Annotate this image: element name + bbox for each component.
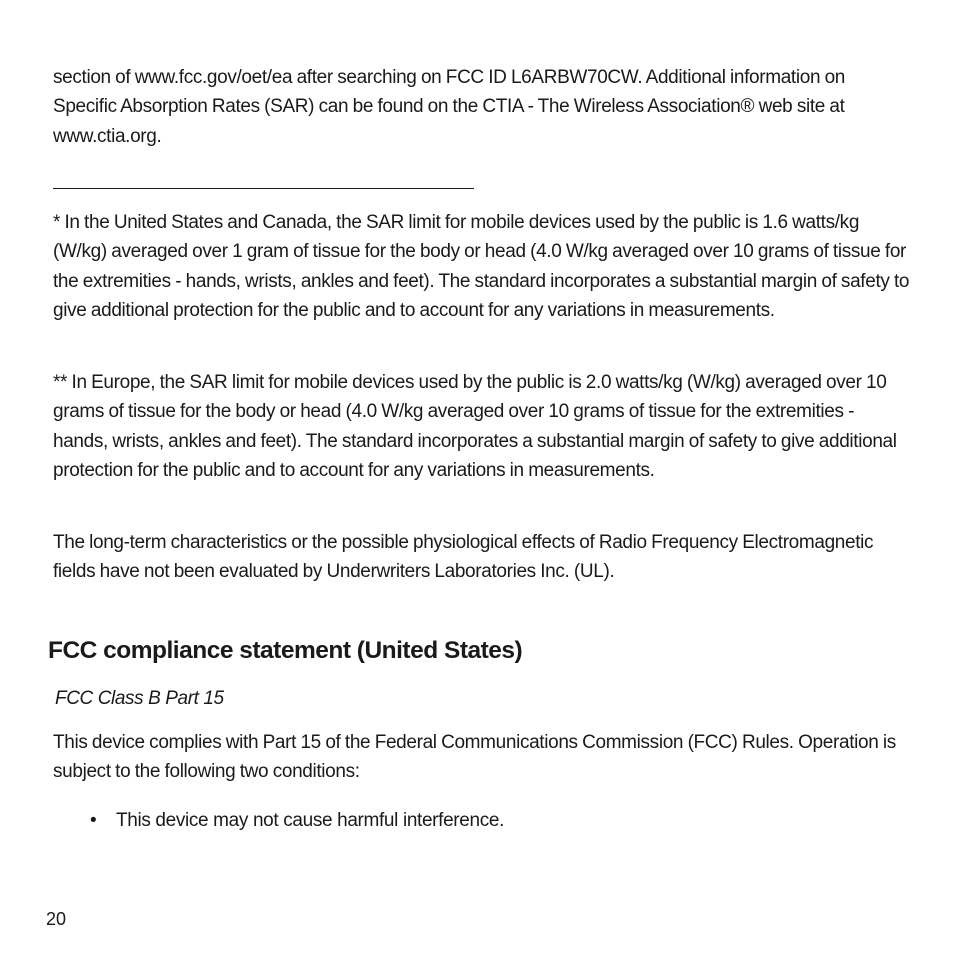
compliance-paragraph: This device complies with Part 15 of the Federal Communications Commission (FCC) Rules. Operation is subject to the following two conditions: xyxy=(53,732,896,783)
section-heading: FCC compliance statement (United States) xyxy=(48,637,523,664)
section-subheading: FCC Class B Part 15 xyxy=(55,688,224,709)
sar-info-paragraph xyxy=(53,63,913,151)
intro-middle: after searching on FCC ID L6ARBW70CW. Additional information on Specific Absorption Rates (SAR) can be found on the CTIA - The Wireless Association® web site at xyxy=(53,67,846,118)
footnote-us-canada: * In the United States and Canada, the SAR limit for mobile devices used by the public is 1.6 watts/kg (W/kg) averaged over 1 gram of tissue for the body or head (4.0 W/kg averaged over 10 grams of tissue for the extremities - hands, wrists, ankles and feet). The standard incorporates a substantial margin of safety to give additional protection for the public and to account for any variations in measurements. xyxy=(53,212,910,321)
intro-prefix: section of xyxy=(53,67,135,88)
footnote-divider xyxy=(53,188,474,189)
bullet-icon: • xyxy=(90,810,97,831)
ctia-link[interactable]: www.ctia.org xyxy=(53,125,157,147)
fcc-link[interactable]: www.fcc.gov/oet/ea xyxy=(134,67,293,88)
condition-text: This device may not cause harmful interference. xyxy=(116,810,505,831)
intro-suffix: . xyxy=(156,125,162,147)
conditions-list xyxy=(90,806,504,835)
ul-statement: The long-term characteristics or the possible physiological effects of Radio Frequency Electromagnetic fields have not been evaluated by Underwriters Laboratories Inc. (UL). xyxy=(53,532,874,583)
list-item xyxy=(90,806,504,835)
page-number: 20 xyxy=(46,909,67,929)
footnote-europe: ** In Europe, the SAR limit for mobile devices used by the public is 2.0 watts/kg (W/kg) averaged over 10 grams of tissue for the body or head (4.0 W/kg averaged over 10 grams of tissue for the extremities - hands, wrists, ankles and feet). The standard incorporates a substantial margin of safety to give additional protection for the public and to account for any variations in measurements. xyxy=(53,372,897,481)
